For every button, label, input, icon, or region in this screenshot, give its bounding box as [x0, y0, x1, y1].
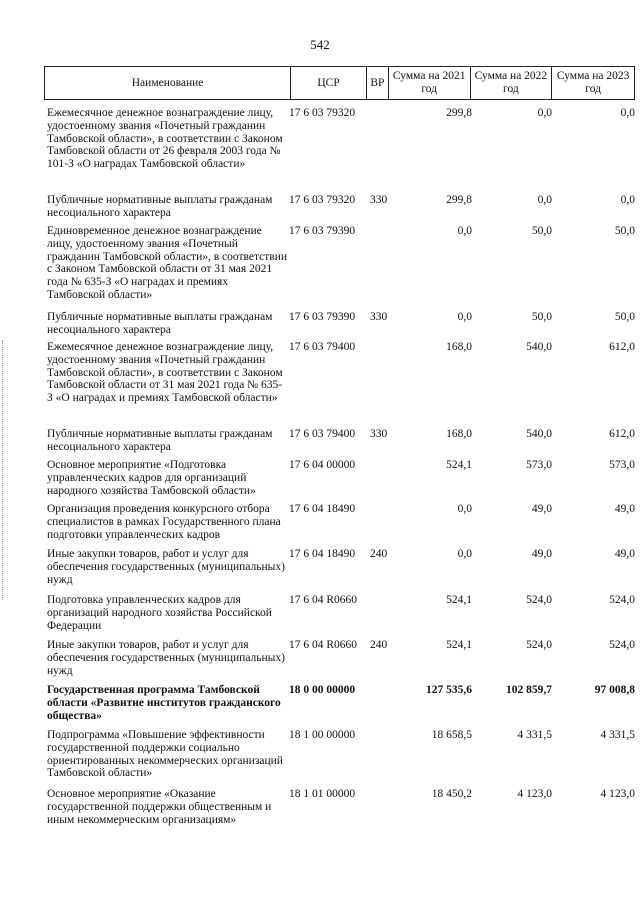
row-sum-2022: 50,0: [531, 225, 552, 237]
row-sum-2022: 49,0: [531, 503, 552, 515]
row-csr: 18 0 00 00000: [289, 684, 356, 696]
row-sum-2022: 49,0: [531, 548, 552, 560]
row-sum-2021: 168,0: [446, 428, 472, 440]
header-csr: ЦСР: [291, 67, 367, 99]
row-sum-2023: 97 008,8: [594, 684, 635, 696]
row-name: Ежемесячное денежное вознаграждение лицу, удостоенному звания «Почетный гражданин Тамбовской области», в соответствии с Законом Тамбовской области от 31 мая 2021 года № 635-З «О наградах и премиях Тамбовской области»: [47, 341, 283, 405]
header-vr: ВР: [367, 67, 389, 99]
row-name: Публичные нормативные выплаты гражданам несоциального характера: [47, 428, 273, 453]
row-sum-2023: 4 331,5: [600, 729, 635, 741]
row-sum-2022: 524,0: [526, 594, 552, 606]
row-sum-2023: 0,0: [620, 107, 635, 119]
row-sum-2023: 612,0: [609, 341, 635, 353]
header-sum-2022: Сумма на 2022 год: [471, 67, 553, 99]
row-name: Публичные нормативные выплаты гражданам несоциального характера: [47, 194, 273, 219]
row-sum-2021: 0,0: [457, 548, 472, 560]
row-name: Подготовка управленческих кадров для организаций народного хозяйства Российской Федерации: [47, 594, 272, 632]
row-sum-2021: 524,1: [446, 639, 472, 651]
row-sum-2022: 540,0: [526, 428, 552, 440]
row-sum-2021: 299,8: [446, 194, 472, 206]
row-csr: 17 6 03 79320: [289, 194, 356, 206]
row-name: Публичные нормативные выплаты гражданам несоциального характера: [47, 311, 273, 336]
row-sum-2021: 0,0: [457, 311, 472, 323]
row-name: Основное мероприятие «Подготовка управленческих кадров для организаций народного хозяйства Тамбовской области»: [47, 459, 256, 497]
row-csr: 17 6 04 18490: [289, 548, 356, 560]
row-vr: 240: [370, 639, 388, 651]
row-csr: 17 6 04 18490: [289, 503, 356, 515]
row-csr: 17 6 04 00000: [289, 459, 356, 471]
row-sum-2021: 18 450,2: [431, 788, 472, 800]
row-name: Государственная программа Тамбовской области «Развитие институтов гражданского общества»: [47, 684, 281, 722]
row-sum-2023: 4 123,0: [600, 788, 635, 800]
row-sum-2021: 0,0: [457, 503, 472, 515]
row-name: Иные закупки товаров, работ и услуг для обеспечения государственных (муниципальных) нужд: [47, 548, 285, 586]
row-csr: 17 6 03 79390: [289, 311, 356, 323]
row-sum-2023: 612,0: [609, 428, 635, 440]
row-vr: 330: [370, 428, 388, 440]
row-sum-2022: 0,0: [537, 107, 552, 119]
header-sum-2023: Сумма на 2023 год: [556, 70, 630, 95]
row-name: Ежемесячное денежное вознаграждение лицу, удостоенному звания «Почетный гражданин Тамбовской области», в соответствии с Законом Тамбовской области от 26 февраля 2003 года № 101-З «О наградах Тамбовской области»: [47, 107, 283, 171]
row-name: Иные закупки товаров, работ и услуг для обеспечения государственных (муниципальных) нужд: [47, 639, 285, 677]
page-number: 542: [310, 37, 330, 52]
row-csr: 17 6 04 R0660: [289, 639, 358, 651]
row-sum-2023: 50,0: [614, 225, 635, 237]
row-name: Единовременное денежное вознаграждение лицу, удостоенному звания «Почетный гражданин Тамбовской области», в соответствии с Законом Тамбовской области от 31 мая 2021 года № 635-З «О наградах и премиях Тамбовской области»: [47, 225, 288, 301]
row-sum-2021: 18 658,5: [431, 729, 472, 741]
row-csr: 17 6 03 79400: [289, 428, 356, 440]
row-csr: 17 6 03 79390: [289, 225, 356, 237]
scan-margin-marks: [2, 340, 6, 600]
row-sum-2022: 102 859,7: [506, 684, 552, 696]
row-sum-2022: 50,0: [531, 311, 552, 323]
row-vr: 240: [370, 548, 388, 560]
row-csr: 18 1 01 00000: [289, 788, 356, 800]
row-sum-2022: 524,0: [526, 639, 552, 651]
row-vr: 330: [370, 311, 388, 323]
row-sum-2021: 299,8: [446, 107, 472, 119]
row-sum-2021: 524,1: [446, 594, 472, 606]
row-sum-2023: 524,0: [609, 639, 635, 651]
row-sum-2023: 49,0: [614, 503, 635, 515]
table-header: [44, 66, 635, 100]
row-sum-2022: 540,0: [526, 341, 552, 353]
row-name: Подпрограмма «Повышение эффективности государственной поддержки социально ориентированных некоммерческих организаций Тамбовской области»: [47, 729, 283, 780]
row-sum-2022: 4 331,5: [517, 729, 552, 741]
row-sum-2021: 524,1: [446, 459, 472, 471]
row-vr: 330: [370, 194, 388, 206]
row-sum-2022: 573,0: [526, 459, 552, 471]
row-sum-2023: 524,0: [609, 594, 635, 606]
row-sum-2023: 573,0: [609, 459, 635, 471]
row-sum-2021: 168,0: [446, 341, 472, 353]
row-csr: 17 6 04 R0660: [289, 594, 358, 606]
row-sum-2022: 0,0: [537, 194, 552, 206]
row-name: Организация проведения конкурсного отбора специалистов в рамках Государственного плана подготовки управленческих кадров: [47, 503, 281, 541]
row-sum-2022: 4 123,0: [517, 788, 552, 800]
row-name: Основное мероприятие «Оказание государственной поддержки общественным и иным некоммерческим организациям»: [47, 788, 272, 826]
row-sum-2021: 127 535,6: [426, 684, 472, 696]
header-sum-2021: Сумма на 2021 год: [389, 67, 471, 99]
row-sum-2023: 49,0: [614, 548, 635, 560]
row-csr: 17 6 03 79320: [289, 107, 356, 119]
row-csr: 18 1 00 00000: [289, 729, 356, 741]
row-sum-2023: 0,0: [620, 194, 635, 206]
row-sum-2023: 50,0: [614, 311, 635, 323]
row-sum-2021: 0,0: [457, 225, 472, 237]
row-csr: 17 6 03 79400: [289, 341, 356, 353]
header-name: Наименование: [45, 67, 291, 99]
